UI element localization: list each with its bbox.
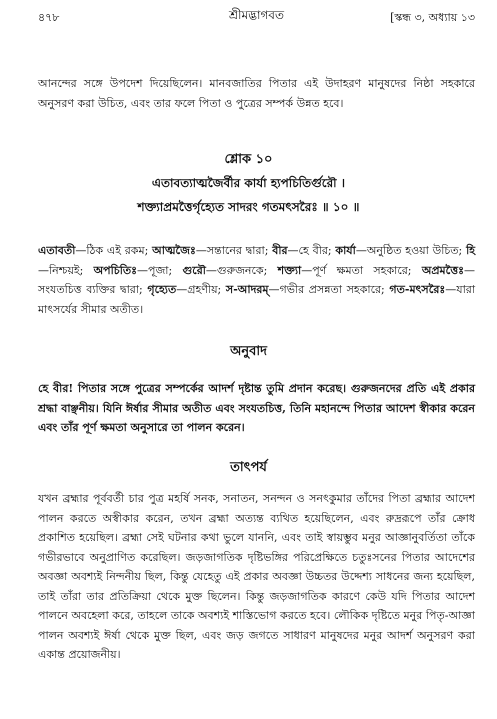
purport-heading: তাৎপর্য (230, 460, 267, 475)
synonym-word: গৃহ্যেত (147, 283, 177, 296)
verse-heading: শ্লোক ১০ (224, 152, 273, 167)
synonym-word: বীর (272, 244, 288, 257)
synonym-meaning: —নিশ্চয়ই; (38, 263, 94, 277)
synonym-word: অপ্রমত্তৈঃ (421, 263, 465, 277)
synonym-word: কার্যা (335, 244, 356, 257)
synonym-word: এতাবতী (38, 244, 76, 257)
synonym-word: অপচিতিঃ (93, 263, 137, 277)
page-header (38, 5, 475, 25)
synonym-meaning: —সংযতচিত্ত ব্যক্তির দ্বারা; (38, 263, 476, 296)
synonym-word: গত-মৎসরৈঃ (389, 283, 446, 296)
translation-heading: অনুবাদ (230, 344, 267, 359)
synonym-meaning: —পূজা; (137, 263, 183, 277)
translation-paragraph: হে বীর! পিতার সঙ্গে পুত্রের সম্পর্কের আদর্শ দৃষ্টান্ত তুমি প্রদান করেছ। গুরুজনদের প্রতি এই প্রকার শ্রদ্ধা বাঞ্ছনীয়। যিনি ঈর্ষার সীমার অতীত এবং সংযতচিত্ত, তিনি মহানন্দে পিতার আদেশ স্বীকার করেন এবং তাঁর পূর্ণ ক্ষমতা অনুসারে তা পালন করেন। (38, 382, 475, 434)
synonyms-paragraph (38, 241, 475, 319)
page-number: ৪৭৮ (38, 11, 60, 24)
synonym-word: শক্ত্যা (277, 263, 302, 277)
synonym-meaning: —ঠিক এই রকম; (75, 244, 153, 257)
synonym-meaning: —অনুষ্ঠিত হওয়া উচিত; (355, 244, 467, 257)
synonym-meaning: —পূর্ণ ক্ষমতা সহকারে; (301, 263, 422, 277)
synonym-meaning: —গুরুজনকে; (205, 263, 278, 277)
running-title: শ্রীমদ্ভাগবত (228, 8, 284, 22)
synonym-meaning: —গ্রহণীয়; (176, 283, 226, 296)
synonym-word: হি (466, 244, 475, 257)
intro-paragraph: আনন্দের সঙ্গে উপদেশ দিয়েছিলেন। মানবজাতির পিতার এই উদাহরণ মানুষদের নিষ্ঠা সহকারে অনুসরণ করা উচিত, এবং তার ফলে পিতা ও পুত্রের সম্পর্ক উন্নত হবে। (38, 77, 475, 110)
synonym-meaning: —যারা মাৎসর্যের সীমার অতীত। (38, 283, 476, 316)
sanskrit-line-1: এতাবত্যাত্মজৈর্বীর কার্যা হ্যপচিতির্গুরৌ । (151, 176, 346, 190)
canto-chapter-reference: [স্কন্ধ ৩, অধ্যায় ১৩ (390, 11, 475, 24)
synonym-meaning: —সন্তানের দ্বারা; (195, 244, 273, 257)
synonym-word: স-আদরম্ (225, 283, 269, 296)
purport-paragraph: যখন ব্রহ্মার পূর্ববর্তী চার পুত্র মহর্ষি সনক, সনাতন, সনন্দন ও সনৎকুমার তাঁদের পিতা ব্রহ্মার আদেশ পালন করতে অস্বীকার করেন, তখন ব্রহ্মা অত্যন্ত ব্যথিত হয়েছিলেন, এবং রুদ্ররূপে তাঁর ক্রোধ প্রকাশিত হয়েছিল। ব্রহ্মা সেই ঘটনার কথা ভুলে যাননি, এবং তাই স্বায়ম্ভুব মনুর আজ্ঞানুবর্তিতা তাঁকে গভীরভাবে অনুপ্রাণিত করেছিল। জড়জাগতিক দৃষ্টিভঙ্গির পরিপ্রেক্ষিতে চতুঃসনের পিতার আদেশের অবজ্ঞা অবশ্যই নিন্দনীয় ছিল, কিন্তু যেহেতু এই প্রকার অবজ্ঞা উচ্চতর উদ্দেশ্য সাধনের জন্য হয়েছিল, তাই তাঁরা তার প্রতিক্রিয়া থেকে মুক্ত ছিলেন। কিন্তু জড়জাগতিক কারণে কেউ যদি পিতার আদেশ পালনে অবহেলা করে, তাহলে তাকে অবশ্যই শাস্তিভোগ করতে হবে। লৌকিক দৃষ্টিতে মনুর পিতৃ-আজ্ঞা পালন অবশ্যই ঈর্ষা থেকে মুক্ত ছিল, এবং জড় জগতে সাধারণ মানুষদের মনুর আদর্শ অনুসরণ করা একান্ত প্রয়োজনীয়। (38, 492, 475, 661)
synonym-meaning: —গভীর প্রসন্নতা সহকারে; (268, 283, 390, 296)
sanskrit-line-2: শক্ত্যাপ্রমত্তৈর্গৃহ্যেত সাদরং গতমৎসরৈঃ ॥ ১০ ॥ (137, 200, 360, 214)
synonym-word: গুরৌ (182, 263, 206, 277)
synonym-word: আত্মজৈঃ (152, 244, 196, 257)
synonym-meaning: —হে বীর; (287, 244, 336, 257)
